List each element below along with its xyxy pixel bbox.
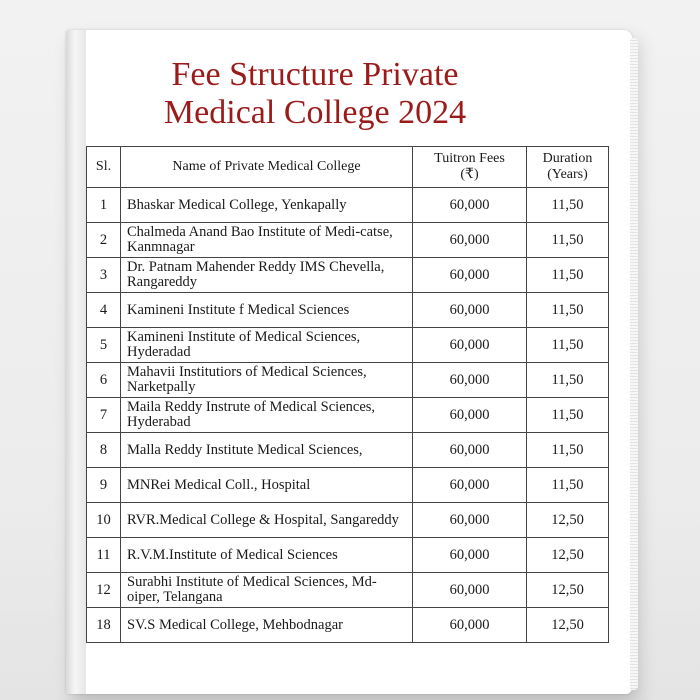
row-tuition-fee: 60,000 [413,328,527,363]
row-tuition-fee: 60,000 [413,538,527,573]
table-row [87,433,609,468]
row-tuition-fee: 60,000 [413,503,527,538]
row-college-name: Dr. Patnam Mahender Reddy IMS Chevella, Rangareddy [121,258,413,293]
row-college-name: Surabhi Institute of Medical Sciences, Md-oiper, Telangana [121,573,413,608]
page-title [80,56,550,132]
row-sl-number: 18 [87,608,121,643]
row-tuition-fee: 60,000 [413,468,527,503]
header-fee-label: Tuitron Fees [434,151,505,166]
header-fee-unit: (₹) [460,167,479,182]
row-college-name: Chalmeda Anand Bao Institute of Medi-catse, Kanmnagar [121,223,413,258]
row-sl-number: 2 [87,223,121,258]
row-sl-number: 11 [87,538,121,573]
row-college-name: Maila Reddy Instrute of Medical Sciences, Hyderabad [121,398,413,433]
row-duration: 11,50 [527,468,609,503]
header-sl: Sl. [87,147,121,188]
row-tuition-fee: 60,000 [413,608,527,643]
table-row [87,573,609,608]
table-row [87,188,609,223]
row-duration: 11,50 [527,223,609,258]
row-sl-number: 10 [87,503,121,538]
row-college-name: Bhaskar Medical College, Yenkapally [121,188,413,223]
row-tuition-fee: 60,000 [413,573,527,608]
row-tuition-fee: 60,000 [413,433,527,468]
row-college-name: MNRei Medical Coll., Hospital [121,468,413,503]
fee-table [86,146,609,643]
row-duration: 11,50 [527,398,609,433]
row-college-name: Mahavii Institutiors of Medical Sciences, Narketpally [121,363,413,398]
row-sl-number: 9 [87,468,121,503]
row-college-name: R.V.M.Institute of Medical Sciences [121,538,413,573]
row-tuition-fee: 60,000 [413,293,527,328]
row-sl-number: 5 [87,328,121,363]
row-college-name: Malla Reddy Institute Medical Sciences, [121,433,413,468]
row-tuition-fee: 60,000 [413,223,527,258]
header-duration [527,147,609,188]
table-header-row [87,147,609,188]
row-college-name: Kamineni Institute of Medical Sciences, Hyderadad [121,328,413,363]
row-sl-number: 4 [87,293,121,328]
header-college-name: Name of Private Medical College [121,147,413,188]
table-body [87,188,609,643]
row-duration: 11,50 [527,258,609,293]
table-row [87,608,609,643]
row-duration: 11,50 [527,433,609,468]
table-row [87,293,609,328]
header-duration-unit: (Years) [547,167,588,182]
row-sl-number: 7 [87,398,121,433]
row-duration: 12,50 [527,608,609,643]
table-row [87,398,609,433]
row-tuition-fee: 60,000 [413,398,527,433]
row-tuition-fee: 60,000 [413,188,527,223]
row-sl-number: 6 [87,363,121,398]
row-duration: 11,50 [527,328,609,363]
row-college-name: SV.S Medical College, Mehbodnagar [121,608,413,643]
row-sl-number: 1 [87,188,121,223]
book-page-edge [630,38,638,690]
table-row [87,328,609,363]
row-sl-number: 12 [87,573,121,608]
row-duration: 11,50 [527,188,609,223]
table-row [87,363,609,398]
table-row [87,503,609,538]
row-duration: 12,50 [527,538,609,573]
table-row [87,223,609,258]
row-college-name: RVR.Medical College & Hospital, Sangareddy [121,503,413,538]
title-line-1: Fee Structure Private [171,56,459,93]
row-duration: 12,50 [527,503,609,538]
row-duration: 11,50 [527,363,609,398]
row-sl-number: 3 [87,258,121,293]
table-row [87,538,609,573]
row-duration: 11,50 [527,293,609,328]
row-duration: 12,50 [527,573,609,608]
row-college-name: Kamineni Institute f Medical Sciences [121,293,413,328]
table-row [87,258,609,293]
row-tuition-fee: 60,000 [413,258,527,293]
table-row [87,468,609,503]
title-line-2: Medical College 2024 [163,94,467,131]
row-tuition-fee: 60,000 [413,363,527,398]
header-duration-label: Duration [542,151,593,166]
header-tuition-fees [413,147,527,188]
row-sl-number: 8 [87,433,121,468]
